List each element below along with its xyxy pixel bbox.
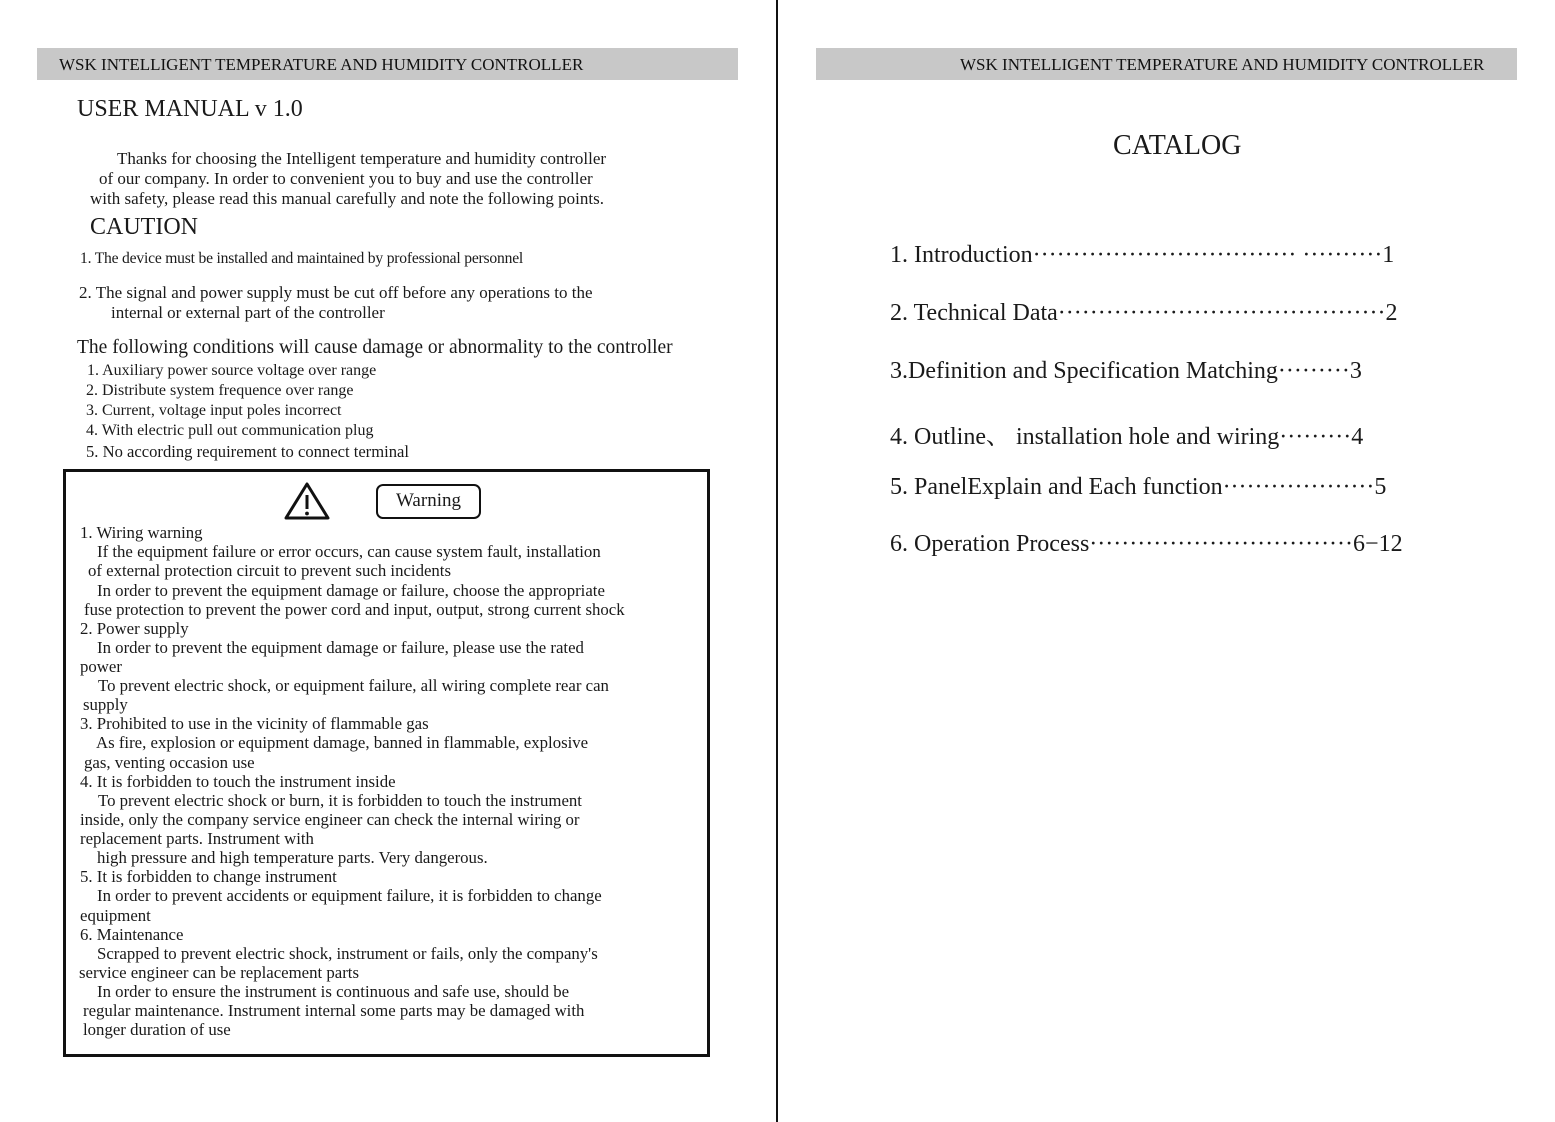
warning-line: Scrapped to prevent electric shock, instrument or fails, only the company's: [97, 944, 598, 963]
warning-line: 2. Power supply: [80, 619, 189, 638]
warning-line: fuse protection to prevent the power cord and input, output, strong current shock: [84, 600, 625, 619]
condition-item: 1. Auxiliary power source voltage over range: [87, 362, 377, 379]
page-divider: [776, 0, 778, 1122]
condition-item: 5. No according requirement to connect terminal: [86, 442, 409, 461]
warning-line: equipment: [80, 906, 151, 925]
toc-entry-introduction[interactable]: 1. Introduction································· ··········1: [890, 242, 1395, 268]
manual-title: USER MANUAL v 1.0: [77, 96, 303, 122]
warning-line: 6. Maintenance: [80, 925, 184, 944]
condition-item: 4. With electric pull out communication plug: [86, 422, 374, 439]
warning-label: Warning: [376, 484, 481, 519]
conditions-title: The following conditions will cause damage or abnormality to the controller: [77, 337, 673, 358]
warning-line: As fire, explosion or equipment damage, banned in flammable, explosive: [96, 733, 589, 752]
caution-item: internal or external part of the controller: [111, 303, 385, 322]
intro-line: of our company. In order to convenient you to buy and use the controller: [99, 169, 593, 188]
warning-line: supply: [83, 695, 128, 714]
toc-entry-definition[interactable]: 3.Definition and Specification Matching·········3: [890, 358, 1362, 384]
toc-entry-outline[interactable]: 4. Outline、 installation hole and wiring·········4: [890, 424, 1364, 450]
caution-title: CAUTION: [90, 214, 198, 240]
warning-line: high pressure and high temperature parts. Very dangerous.: [97, 848, 488, 867]
toc-entry-panel[interactable]: 5. PanelExplain and Each function···················5: [890, 474, 1387, 500]
warning-line: service engineer can be replacement parts: [79, 963, 359, 982]
warning-line: power: [80, 657, 122, 676]
warning-line: 5. It is forbidden to change instrument: [80, 867, 337, 886]
intro-line: with safety, please read this manual carefully and note the following points.: [90, 189, 604, 208]
warning-line: 4. It is forbidden to touch the instrument inside: [80, 772, 396, 791]
intro-line: Thanks for choosing the Intelligent temperature and humidity controller: [117, 149, 607, 168]
warning-line: In order to prevent the equipment damage or failure, please use the rated: [97, 638, 584, 657]
toc-entry-operation[interactable]: 6. Operation Process·································6−12: [890, 531, 1403, 557]
warning-line: inside, only the company service engineer can check the internal wiring or: [80, 810, 580, 829]
right-page-header: WSK INTELLIGENT TEMPERATURE AND HUMIDITY CONTROLLER: [816, 48, 1517, 80]
warning-line: 3. Prohibited to use in the vicinity of flammable gas: [80, 714, 429, 733]
catalog-title: CATALOG: [1113, 130, 1242, 161]
caution-item: 1. The device must be installed and maintained by professional personnel: [80, 250, 524, 267]
warning-line: To prevent electric shock, or equipment failure, all wiring complete rear can: [98, 676, 609, 695]
warning-line: In order to ensure the instrument is continuous and safe use, should be: [97, 982, 570, 1001]
caution-item: 2. The signal and power supply must be cut off before any operations to the: [79, 283, 593, 302]
warning-line: In order to prevent the equipment damage or failure, choose the appropriate: [97, 581, 605, 600]
warning-line: regular maintenance. Instrument internal some parts may be damaged with: [83, 1001, 585, 1020]
warning-line: To prevent electric shock or burn, it is forbidden to touch the instrument: [98, 791, 582, 810]
toc-entry-technical-data[interactable]: 2. Technical Data·········································2: [890, 300, 1398, 326]
warning-line: gas, venting occasion use: [84, 753, 255, 772]
condition-item: 2. Distribute system frequence over range: [86, 382, 354, 399]
warning-line: replacement parts. Instrument with: [80, 829, 314, 848]
warning-line: If the equipment failure or error occurs, can cause system fault, installation: [97, 542, 601, 561]
warning-triangle-icon: [283, 481, 331, 521]
warning-line: 1. Wiring warning: [80, 523, 203, 542]
left-page-header: WSK INTELLIGENT TEMPERATURE AND HUMIDITY CONTROLLER: [37, 48, 738, 80]
warning-line: longer duration of use: [83, 1020, 231, 1039]
condition-item: 3. Current, voltage input poles incorrect: [86, 402, 342, 419]
warning-line: In order to prevent accidents or equipment failure, it is forbidden to change: [97, 886, 602, 905]
warning-line: of external protection circuit to prevent such incidents: [88, 561, 452, 580]
